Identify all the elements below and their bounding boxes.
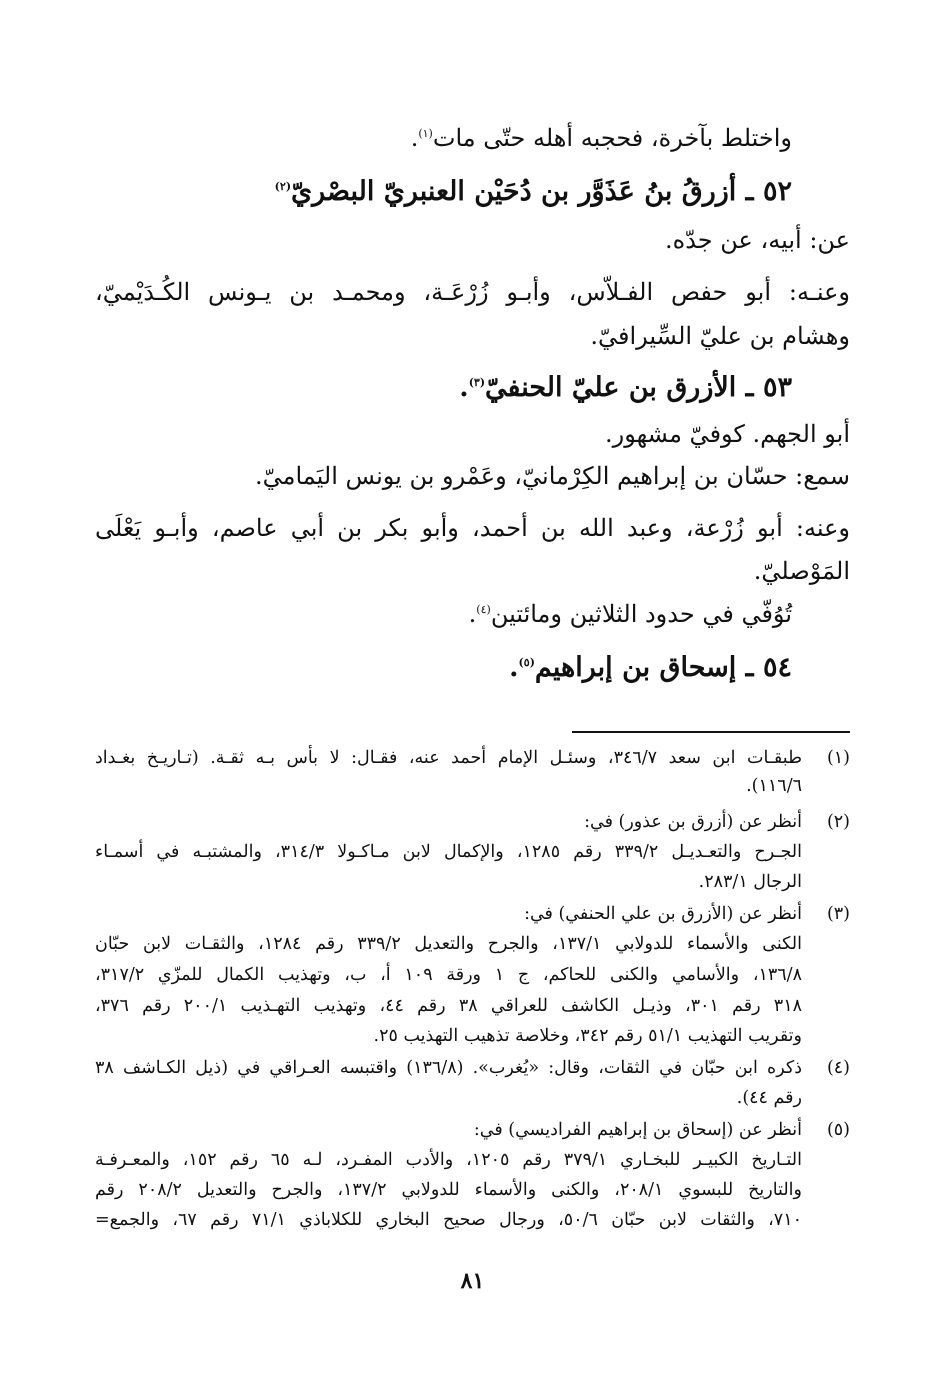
text-line-1: واختلط بآخرة، فحجبه أهله حتّى مات$^{(١)}$. bbox=[410, 124, 792, 152]
footnote-2-line-3: الرجال ٢٨٣/١. bbox=[698, 872, 802, 892]
footnote-4-line-2: رقم ٤٤). bbox=[736, 1088, 802, 1108]
footnote-2-line-2: الجـرح والتعـديـل ٣٣٩/٢ رقم ١٢٨٥، والإكمال لابن مـاكـولا ٣١٤/٣، والمشتبـه في أسمـاء bbox=[95, 842, 802, 862]
entry-54-title: ٥٤ ـ إسحاق بن إبراهيم$^{(٥)}$. bbox=[509, 652, 792, 683]
entry-53-kunya: أبو الجهم. كوفيّ مشهور. bbox=[604, 420, 850, 448]
page-number: ٨١ bbox=[460, 1268, 485, 1294]
footnote-5-line-1: أنظر عن (إسحاق بن إبراهيم الفراديسي) في: bbox=[473, 1120, 802, 1140]
footnote-5-line-2: التـاريخ الكبيـر للبخـاري ٣٧٩/١ رقم ١٢٠٥، والأدب المفـرد، لـه ٦٥ رقم ١٥٢، والمعـرفـة bbox=[95, 1150, 802, 1170]
footnote-ref-2: (٢) bbox=[274, 180, 292, 193]
footnote-3-line-4: ٣١٨ رقم ٣٠١، وذيـل الكاشف للعراقي ٣٨ رقم ٤٤، وتهذيب التهـذيب ٢٠٠/١ رقم ٣٧٦، bbox=[95, 996, 802, 1016]
footnote-1-line-2: ١١٦/٦). bbox=[746, 776, 802, 796]
footnote-3-line-2: الكنى والأسماء للدولابي ١٣٧/١، والجرح والتعديل ٣٣٩/٢ رقم ١٢٨٤، والثقـات لابن حبّان bbox=[95, 934, 802, 954]
footnote-ref-1: (١) bbox=[418, 127, 433, 140]
entry-52-title: ٥٢ ـ أزرقُ بنُ عَذَوَّر بن دُحَيْن العنبريّ البصْريّ$^{(٢)}$ bbox=[274, 176, 792, 207]
footnote-4-line-1: ذكره ابن حبّان في الثقات، وقال: «يُغرب». (١٣٦/٨) واقتبسه العـراقي في (ذيل الكـاشف ٣٨ bbox=[95, 1058, 803, 1078]
footnote-1-line-1: طبقـات ابن سعد ٣٤٦/٧، وسئـل الإمام أحمد عنه، فقـال: لا بأس بـه ثقـة. (تـاريـخ بغـداد bbox=[95, 748, 802, 768]
footnote-3-line-1: أنظر عن (الأزرق بن علي الحنفي) في: bbox=[524, 904, 802, 924]
footnote-5-line-4: ٧١٠، والثقات لابن حبّان ٥٠/٦، ورجال صحيح البخاري للكلاباذي ٧١/١ رقم ٦٧، والجمع= bbox=[95, 1210, 802, 1230]
document-page bbox=[95, 0, 850, 1378]
footnote-3-line-5: وتقريب التهذيب ٥١/١ رقم ٣٤٢، وخلاصة تذهيب التهذيب ٢٥. bbox=[373, 1026, 802, 1046]
footnote-2-line-1: أنظر عن (أزرق بن عذور) في: bbox=[584, 812, 802, 832]
footnote-2-number: (٢) bbox=[826, 812, 850, 832]
footnote-ref-4: (٤) bbox=[476, 603, 491, 616]
footnote-5-number: (٥) bbox=[826, 1120, 850, 1140]
footnote-ref-3: (٣) bbox=[468, 376, 486, 389]
footnote-3-line-3: ١٣٦/٨، والأسامي والكنى للحاكم، ج ١ ورقة ١٠٩ أ، ب، وتهذيب الكمال للمزّي ٣١٧/٢، bbox=[95, 965, 802, 985]
entry-53-death: تُوُفّي في حدود الثلاثين ومائتين$^{(٤)}$. bbox=[468, 600, 792, 628]
footnote-1-number: (١) bbox=[826, 748, 850, 768]
entry-53-students-line-2: المَوْصليّ. bbox=[753, 557, 850, 585]
entry-52-students-line-2: وهشام بن عليّ السِّيرافيّ. bbox=[590, 322, 850, 350]
entry-52-students-line-1: وعنـه: أبو حفص الفـلاّس، وأبـو زُرْعَـة، ومحمـد بن يـونس الكُـدَيْميّ، bbox=[95, 278, 850, 306]
footnote-ref-5: (٥) bbox=[518, 656, 535, 669]
entry-53-students-line-1: وعنه: أبو زُرْعة، وعبد الله بن أحمد، وأبو بكر بن أبي عاصم، وأبـو يَعْلَى bbox=[95, 514, 850, 542]
entry-52-from: عن: أبيه، عن جدّه. bbox=[665, 226, 850, 254]
footnote-4-number: (٤) bbox=[826, 1058, 850, 1078]
footnote-5-line-3: والتاريخ للبسوي ٢٠٨/١، والكنى والأسماء للدولابي ١٣٧/٢، والجرح والتعديل ٢٠٨/٢ رقم bbox=[95, 1180, 802, 1200]
entry-53-title: ٥٣ ـ الأزرق بن عليّ الحنفيّ$^{(٣)}$. bbox=[459, 372, 792, 403]
footnote-separator bbox=[572, 731, 850, 733]
footnote-3-number: (٣) bbox=[826, 904, 850, 924]
entry-53-heard: سمع: حسّان بن إبراهيم الكِرْمانيّ، وعَمْرو بن يونس اليَماميّ. bbox=[254, 462, 850, 490]
